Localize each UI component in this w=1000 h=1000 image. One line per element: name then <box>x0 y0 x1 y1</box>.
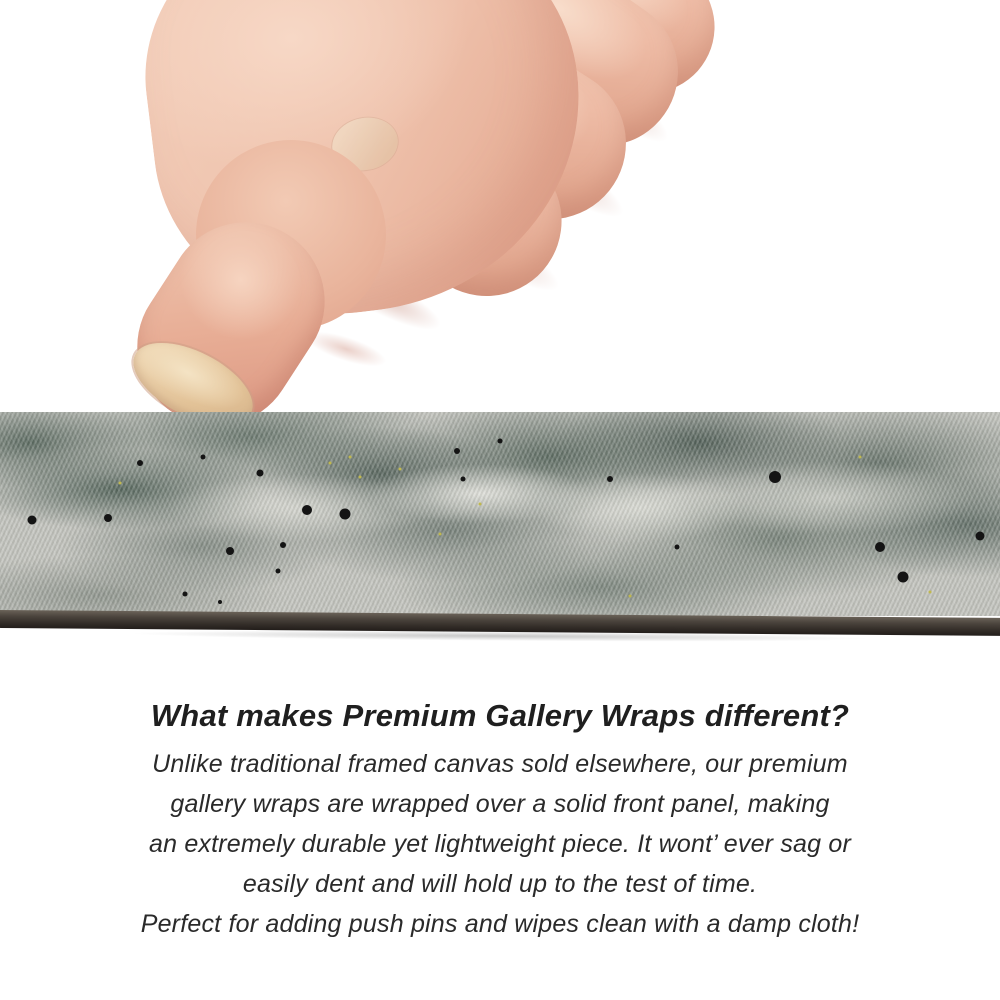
yellow-paint-fleck <box>929 590 932 593</box>
body-line: Unlike traditional framed canvas sold elsewhere, our premium <box>152 750 848 778</box>
black-paint-speck <box>137 460 143 466</box>
yellow-paint-fleck <box>629 594 632 597</box>
black-paint-speck <box>302 505 312 515</box>
black-paint-speck <box>28 516 37 525</box>
black-paint-speck <box>340 509 351 520</box>
yellow-paint-fleck <box>399 468 402 471</box>
black-paint-speck <box>976 532 985 541</box>
yellow-paint-fleck <box>859 455 862 458</box>
hand-photo <box>0 0 1000 420</box>
canvas-specks <box>0 412 1000 616</box>
black-paint-speck <box>675 544 680 549</box>
black-paint-speck <box>461 477 466 482</box>
black-paint-speck <box>257 470 264 477</box>
body-line: Perfect for adding push pins and wipes clean with a damp cloth! <box>140 910 860 938</box>
body-line: gallery wraps are wrapped over a solid front panel, making <box>170 790 830 818</box>
black-paint-speck <box>607 476 613 482</box>
canvas-edge-strip <box>0 412 1000 616</box>
yellow-paint-fleck <box>359 476 362 479</box>
black-paint-speck <box>875 542 885 552</box>
yellow-paint-fleck <box>439 533 442 536</box>
black-paint-speck <box>201 454 206 459</box>
black-paint-speck <box>498 438 503 443</box>
black-paint-speck <box>454 448 460 454</box>
marketing-copy <box>0 698 1000 944</box>
body-line: an extremely durable yet lightweight piece. It wont’ ever sag or <box>148 830 852 858</box>
black-paint-speck <box>280 542 286 548</box>
body-line: easily dent and will hold up to the test of time. <box>242 870 758 898</box>
black-paint-speck <box>898 572 909 583</box>
yellow-paint-fleck <box>479 502 482 505</box>
yellow-paint-fleck <box>119 482 122 485</box>
black-paint-speck <box>276 569 281 574</box>
section-heading: What makes Premium Gallery Wraps different? <box>150 698 850 733</box>
black-paint-speck <box>104 514 112 522</box>
black-paint-speck <box>769 471 781 483</box>
yellow-paint-fleck <box>329 462 332 465</box>
yellow-paint-fleck <box>349 455 352 458</box>
black-paint-speck <box>183 591 188 596</box>
black-paint-speck <box>226 547 234 555</box>
black-paint-speck <box>218 600 222 604</box>
